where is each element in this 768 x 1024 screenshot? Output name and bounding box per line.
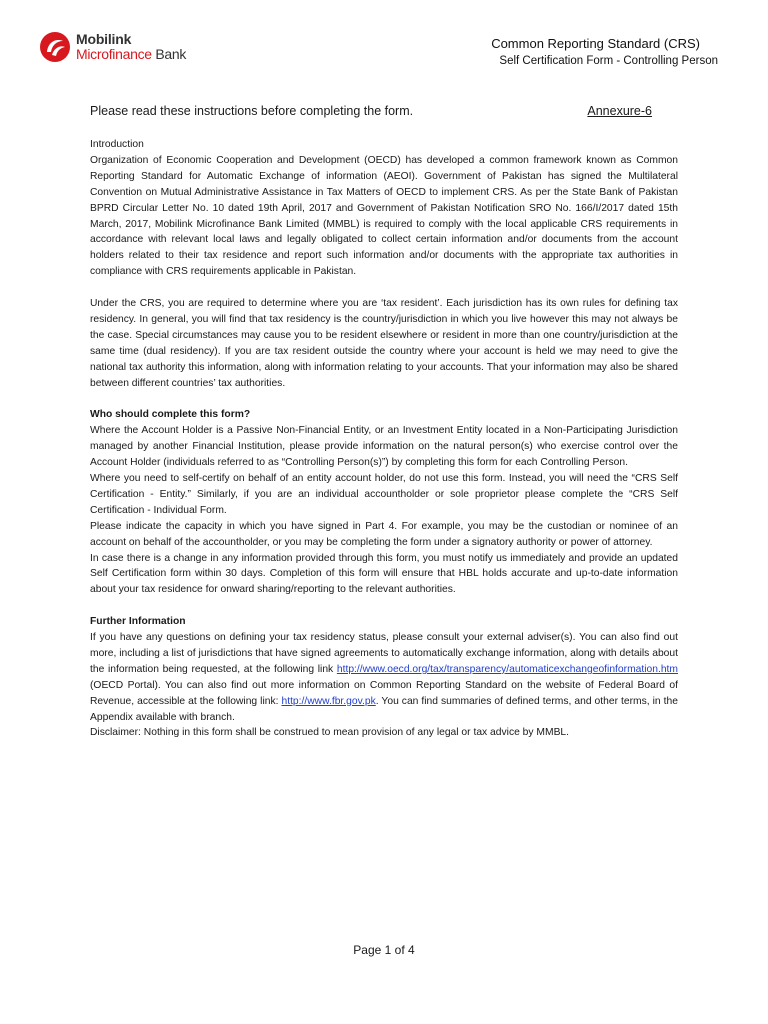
annexure-label: Annexure-6 [587,104,652,118]
introduction-paragraph-1: Organization of Economic Cooperation and Development (OECD) has developed a common framework known as Common Reporting Standard for Automatic Exchange of information (AEOI). Government of Pakistan has signed the Multilateral Convention on Mutual Administrative Assistance in Tax Matters of OECD to implement CRS. As per the State Bank of Pakistan BPRD Circular Letter No. 10 dated 19th April, 2017 and Government of Pakistan Notification SRO No. 166/I/2017 dated 15th March, 2017, Mobilink Microfinance Bank Limited (MMBL) is required to comply with the local applicable CRS requirements in accordance with relevant local laws and legally obligated to collect certain information and/or documents from the account holders related to their tax residence and report such information and/or documents with the appropriate tax authorities in compliance with CRS requirements applicable in Pakistan. [90,154,678,278]
introduction-heading: Introduction [90,139,144,150]
further-text-3: . You can find summaries of defined terms, and other terms, in the Appendix available with branch. [90,695,678,723]
who-paragraph-1: Where the Account Holder is a Passive Non-Financial Entity, or an Investment Entity located in a Non-Participating Jurisdiction managed by another Financial Institution, please provide information on the natural person(s) who exercise control over the Account Holder (individuals referred to as “Controlling Person(s)”) by completing this form for each Controlling Person. [90,425,678,469]
who-heading: Who should complete this form? [90,409,251,421]
page-number: Page 1 of 4 [353,943,415,957]
logo-line2-bank: Bank [151,46,187,62]
who-paragraph-2: Where you need to self-certify on behalf of an entity account holder, do not use this form. Instead, you will need the “CRS Self Certification - Entity.” Similarly, if you are an individual accountholder or sole proprietor please complete the “CRS Self Certification - Individual Form. [90,473,678,516]
disclaimer-text: Disclaimer: Nothing in this form shall be construed to mean provision of any legal or tax advice by MMBL. [90,727,570,739]
header-right [491,36,718,67]
logo-line2-microfinance: Microfinance [76,46,152,62]
further-paragraph [90,630,678,725]
further-text-1: If you have any questions on defining your tax residency status, please consult your external adviser(s). You can also find out more, including a list of jurisdictions that have signed agreements to automatically exchange information, along with details about the information being requested, at the following link [90,632,678,675]
header-subtitle: Self Certification Form - Controlling Person [499,55,718,67]
form-instructions-body [90,137,678,741]
instructions-text: Please read these instructions before completing the form. [90,104,414,118]
header-title: Common Reporting Standard (CRS) [491,36,700,51]
oecd-link[interactable]: http://www.oecd.org/tax/transparency/automaticexchangeofinformation.htm [336,663,678,675]
logo-line1: Mobilink [76,31,132,47]
introduction-paragraph-2: Under the CRS, you are required to determine where you are ‘tax resident’. Each jurisdiction has its own rules for defining tax residency. In general, you will find that tax residency is the country/jurisdiction in which you live however this may not always be the case. Special circumstances may cause you to be resident elsewhere or resident in more than one country/jurisdiction at the same time (dual residency). If you are tax resident outside the country where your account is held we may need to give the national tax authority this information, along with information relating to your accounts. That your information may also be shared between different countries’ tax authorities. [90,298,678,389]
further-text-2: (OECD Portal). You can also find out more information on Common Reporting Standard on the website of Federal Board of Revenue, accessible at the following link: [90,679,678,707]
bank-logo [38,30,186,64]
further-heading: Further Information [90,616,186,628]
fbr-link[interactable]: http://www.fbr.gov.pk [281,695,376,707]
instructions-line [90,104,652,118]
mobilink-swirl-icon [38,30,72,64]
who-paragraph-3: Please indicate the capacity in which you have signed in Part 4. For example, you may be the custodian or nominee of an account on behalf of the accountholder, or you may be completing the form under a signatory authority or power of attorney. [90,520,678,548]
who-paragraph-4: In case there is a change in any information provided through this form, you must notify us immediately and provide an updated Self Certification form within 30 days. Completion of this form will ensure that HBL holds accurate and up-to-date information about your tax residence for onward sharing/reporting to the relevant authorities. [90,552,678,596]
